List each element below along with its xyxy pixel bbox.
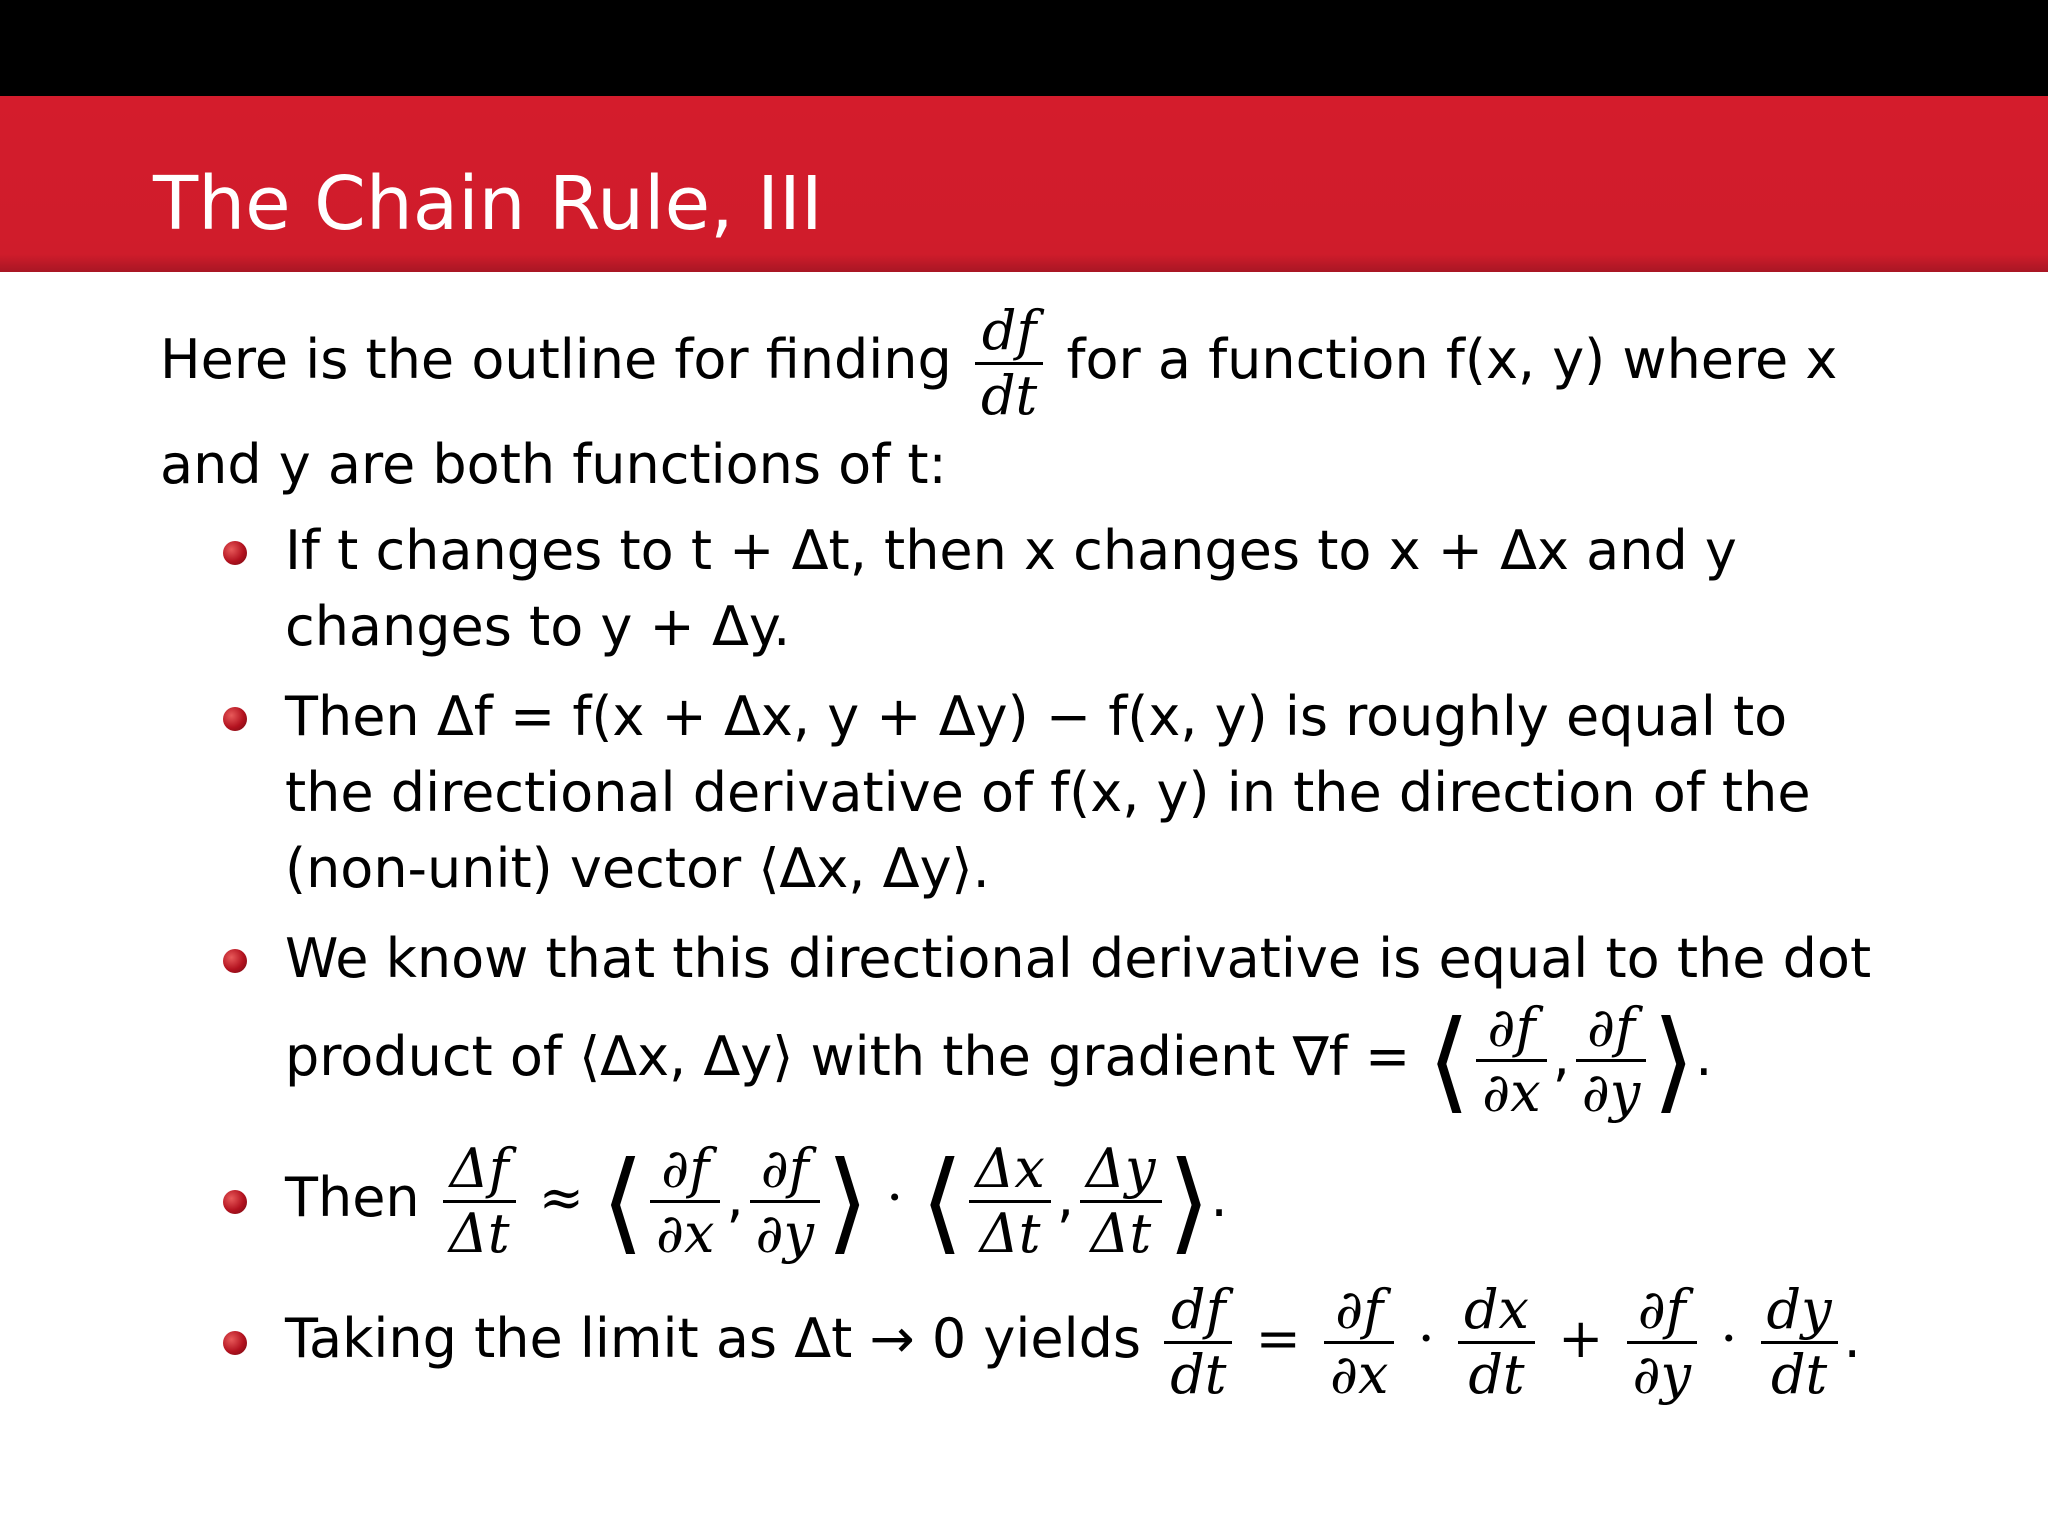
partial-fx-fraction	[1324, 1279, 1394, 1406]
f2-num: ∂f	[750, 1138, 820, 1203]
dot-operator: ·	[886, 1166, 904, 1230]
right-angle-bracket: ⟩	[1652, 996, 1696, 1125]
bullet-3-line1: We know that this directional derivative is equal to the dot	[285, 927, 1872, 990]
grad-fy-num: ∂f	[1576, 997, 1646, 1062]
delta-x-fraction	[969, 1138, 1050, 1265]
grad-fy-den: ∂y	[1581, 1061, 1641, 1124]
g2-den: Δt	[1090, 1202, 1152, 1265]
bullet-5-lead: Taking the limit as Δt → 0 yields	[285, 1307, 1142, 1371]
d-num: dy	[1761, 1279, 1838, 1344]
plus-symbol: +	[1558, 1307, 1604, 1371]
g1-num: Δx	[969, 1138, 1050, 1203]
lhs-num: Δf	[443, 1138, 516, 1203]
c-num: ∂f	[1627, 1279, 1697, 1344]
bullet-3: We know that this directional derivative is equal to the dot product of ⟨Δx, Δy⟩ with the gradient ∇f = ⟨ $\frac{\partial f}{\partial x}$ , $\frac{\partial f}{\partial y}$ ⟩.	[160, 921, 1940, 1124]
dx-dt-fraction	[1458, 1279, 1535, 1406]
dt-den: dt	[1170, 1343, 1227, 1406]
right-angle-bracket: ⟩	[1167, 1137, 1211, 1266]
intro-text-before: Here is the outline for finding	[160, 328, 952, 392]
intro-paragraph	[160, 300, 1940, 503]
delta-y-fraction	[1080, 1138, 1162, 1265]
a-den: ∂x	[1330, 1343, 1389, 1406]
slide-content	[160, 300, 1940, 1420]
bullet-2-line2: the directional derivative of f(x, y) in the direction of the	[285, 761, 1811, 824]
dot-operator: ·	[1720, 1307, 1738, 1371]
bullet-1	[160, 513, 1940, 665]
bullet-1-line2: changes to y + Δy.	[285, 595, 791, 658]
intro-fraction-df-dt	[975, 300, 1043, 427]
bullet-3-line2-text: product of ⟨Δx, Δy⟩ with the gradient ∇f =	[285, 1025, 1411, 1089]
left-angle-bracket: ⟨	[601, 1137, 645, 1266]
bullet-5: Taking the limit as Δt → 0 yields $\frac{df}{dt}$ = $\frac{\partial f}{\partial x}$ · $\frac{dx}{dt}$ + $\frac{\partial f}{\partial y}$ · $\frac{dy}{dt}$ .	[160, 1279, 1940, 1406]
grad-fraction-fx	[1476, 997, 1546, 1124]
g2-num: Δy	[1080, 1138, 1162, 1203]
df-num: df	[1164, 1279, 1232, 1344]
lhs-den: Δt	[448, 1202, 510, 1265]
intro-text-after: for a function f(x, y) where x	[1066, 328, 1838, 392]
partial-fy-fraction	[1627, 1279, 1697, 1406]
dot-operator: ·	[1417, 1307, 1435, 1371]
partial-fx-fraction	[650, 1138, 720, 1265]
c-den: ∂y	[1632, 1343, 1692, 1406]
bullet-4-lead: Then	[285, 1166, 420, 1230]
bullet-1-line1: If t changes to t + Δt, then x changes to x + Δx and y	[285, 519, 1737, 582]
f1-num: ∂f	[650, 1138, 720, 1203]
bullet-dot-icon	[223, 707, 247, 731]
bullet-list	[160, 513, 1940, 1406]
bullet-2-line3: (non-unit) vector ⟨Δx, Δy⟩.	[285, 837, 990, 900]
intro-line2: and y are both functions of t:	[160, 433, 947, 496]
right-angle-bracket: ⟩	[826, 1137, 869, 1266]
equals-symbol: =	[1255, 1307, 1301, 1371]
f1-den: ∂x	[656, 1202, 715, 1265]
grad-fx-den: ∂x	[1482, 1061, 1541, 1124]
dy-dt-fraction	[1761, 1279, 1838, 1406]
bullet-dot-icon	[223, 949, 247, 973]
bullet-2	[160, 679, 1940, 907]
left-angle-bracket: ⟨	[1427, 996, 1471, 1125]
bullet-dot-icon	[223, 1331, 247, 1355]
bullet-dot-icon	[223, 541, 247, 565]
bullet-4: Then $\frac{\Delta f}{\Delta t}$ ≈ ⟨ $\frac{\partial f}{\partial x}$ , $\frac{\partial f}{\partial y}$ ⟩ · ⟨ $\frac{\Delta x}{\Delta t}$ , $\frac{\Delta y}{\Delta t}$ ⟩.	[160, 1138, 1940, 1265]
grad-fraction-fy	[1576, 997, 1646, 1124]
f2-den: ∂y	[755, 1202, 815, 1265]
slide-title: The Chain Rule, III	[153, 161, 823, 247]
bullet-2-line1: Then Δf = f(x + Δx, y + Δy) − f(x, y) is roughly equal to	[285, 685, 1788, 748]
b-den: dt	[1468, 1343, 1525, 1406]
g1-den: Δt	[979, 1202, 1041, 1265]
lhs-fraction-delta	[443, 1138, 516, 1265]
df-dt-fraction	[1164, 1279, 1232, 1406]
approx-symbol: ≈	[538, 1166, 584, 1230]
partial-fy-fraction	[750, 1138, 820, 1265]
a-num: ∂f	[1324, 1279, 1394, 1344]
bullet-dot-icon	[223, 1190, 247, 1214]
intro-frac-num: df	[975, 300, 1043, 365]
intro-frac-den: dt	[980, 364, 1038, 427]
b-num: dx	[1458, 1279, 1535, 1344]
grad-fx-num: ∂f	[1476, 997, 1546, 1062]
top-black-bar	[0, 0, 2048, 96]
d-den: dt	[1770, 1343, 1828, 1406]
left-angle-bracket: ⟨	[920, 1137, 964, 1266]
